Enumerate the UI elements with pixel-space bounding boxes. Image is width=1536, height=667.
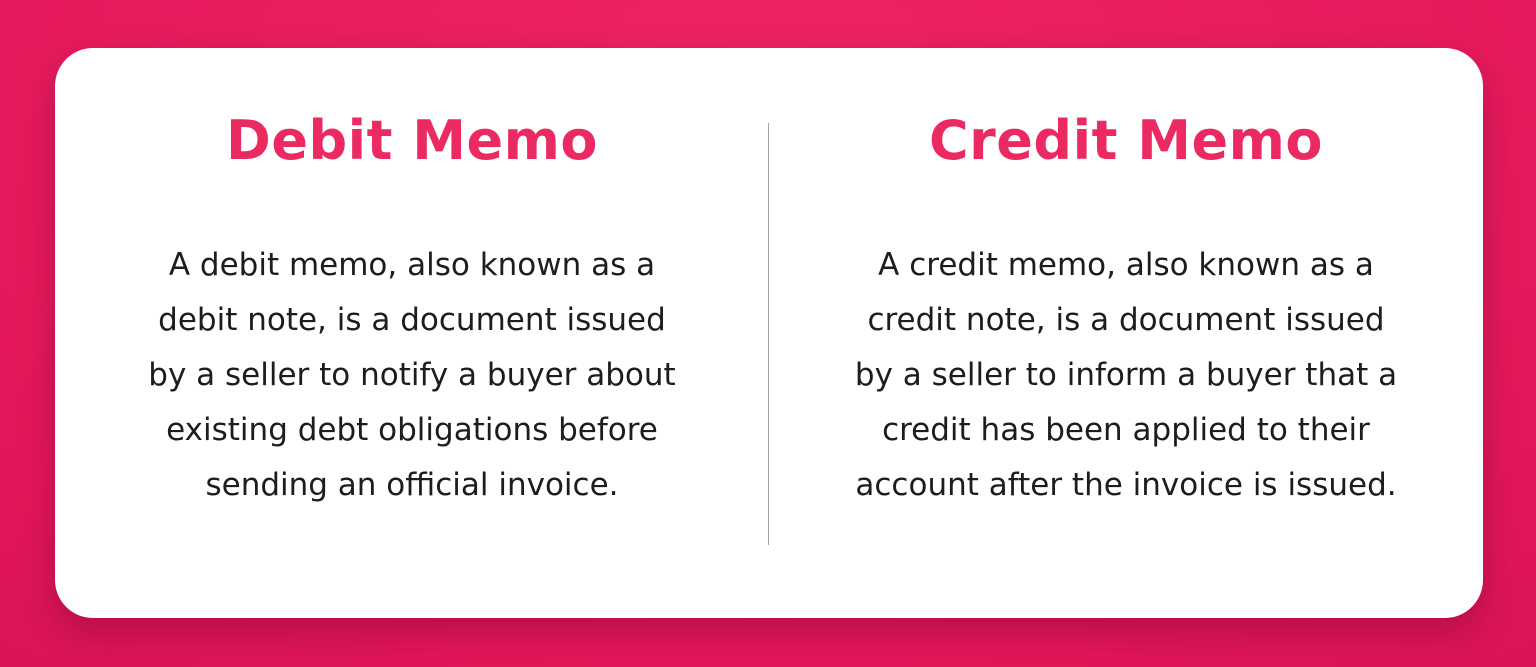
columns-container: [55, 48, 1483, 618]
debit-memo-line: debit note, is a document issued: [158, 302, 666, 339]
credit-memo-line: by a seller to inform a buyer that a: [854, 357, 1398, 394]
credit-memo-line: credit has been applied to their: [882, 412, 1370, 449]
credit-memo-description: [799, 238, 1453, 513]
debit-memo-line: by a seller to notify a buyer about: [148, 357, 676, 394]
credit-memo-title: Credit Memo: [929, 109, 1323, 172]
debit-memo-description: [85, 238, 739, 513]
debit-memo-line: A debit memo, also known as a: [168, 247, 656, 284]
credit-memo-line: A credit memo, also known as a: [878, 247, 1374, 284]
credit-memo-line: credit note, is a document issued: [867, 302, 1385, 339]
debit-memo-line: existing debt obligations before: [166, 412, 658, 449]
vertical-divider: [768, 123, 769, 545]
debit-memo-line: sending an official invoice.: [205, 467, 619, 504]
debit-memo-column: [55, 48, 769, 618]
credit-memo-column: [769, 48, 1483, 618]
credit-memo-line: account after the invoice is issued.: [855, 467, 1397, 504]
debit-memo-title: Debit Memo: [226, 109, 598, 172]
comparison-card: [55, 48, 1483, 618]
